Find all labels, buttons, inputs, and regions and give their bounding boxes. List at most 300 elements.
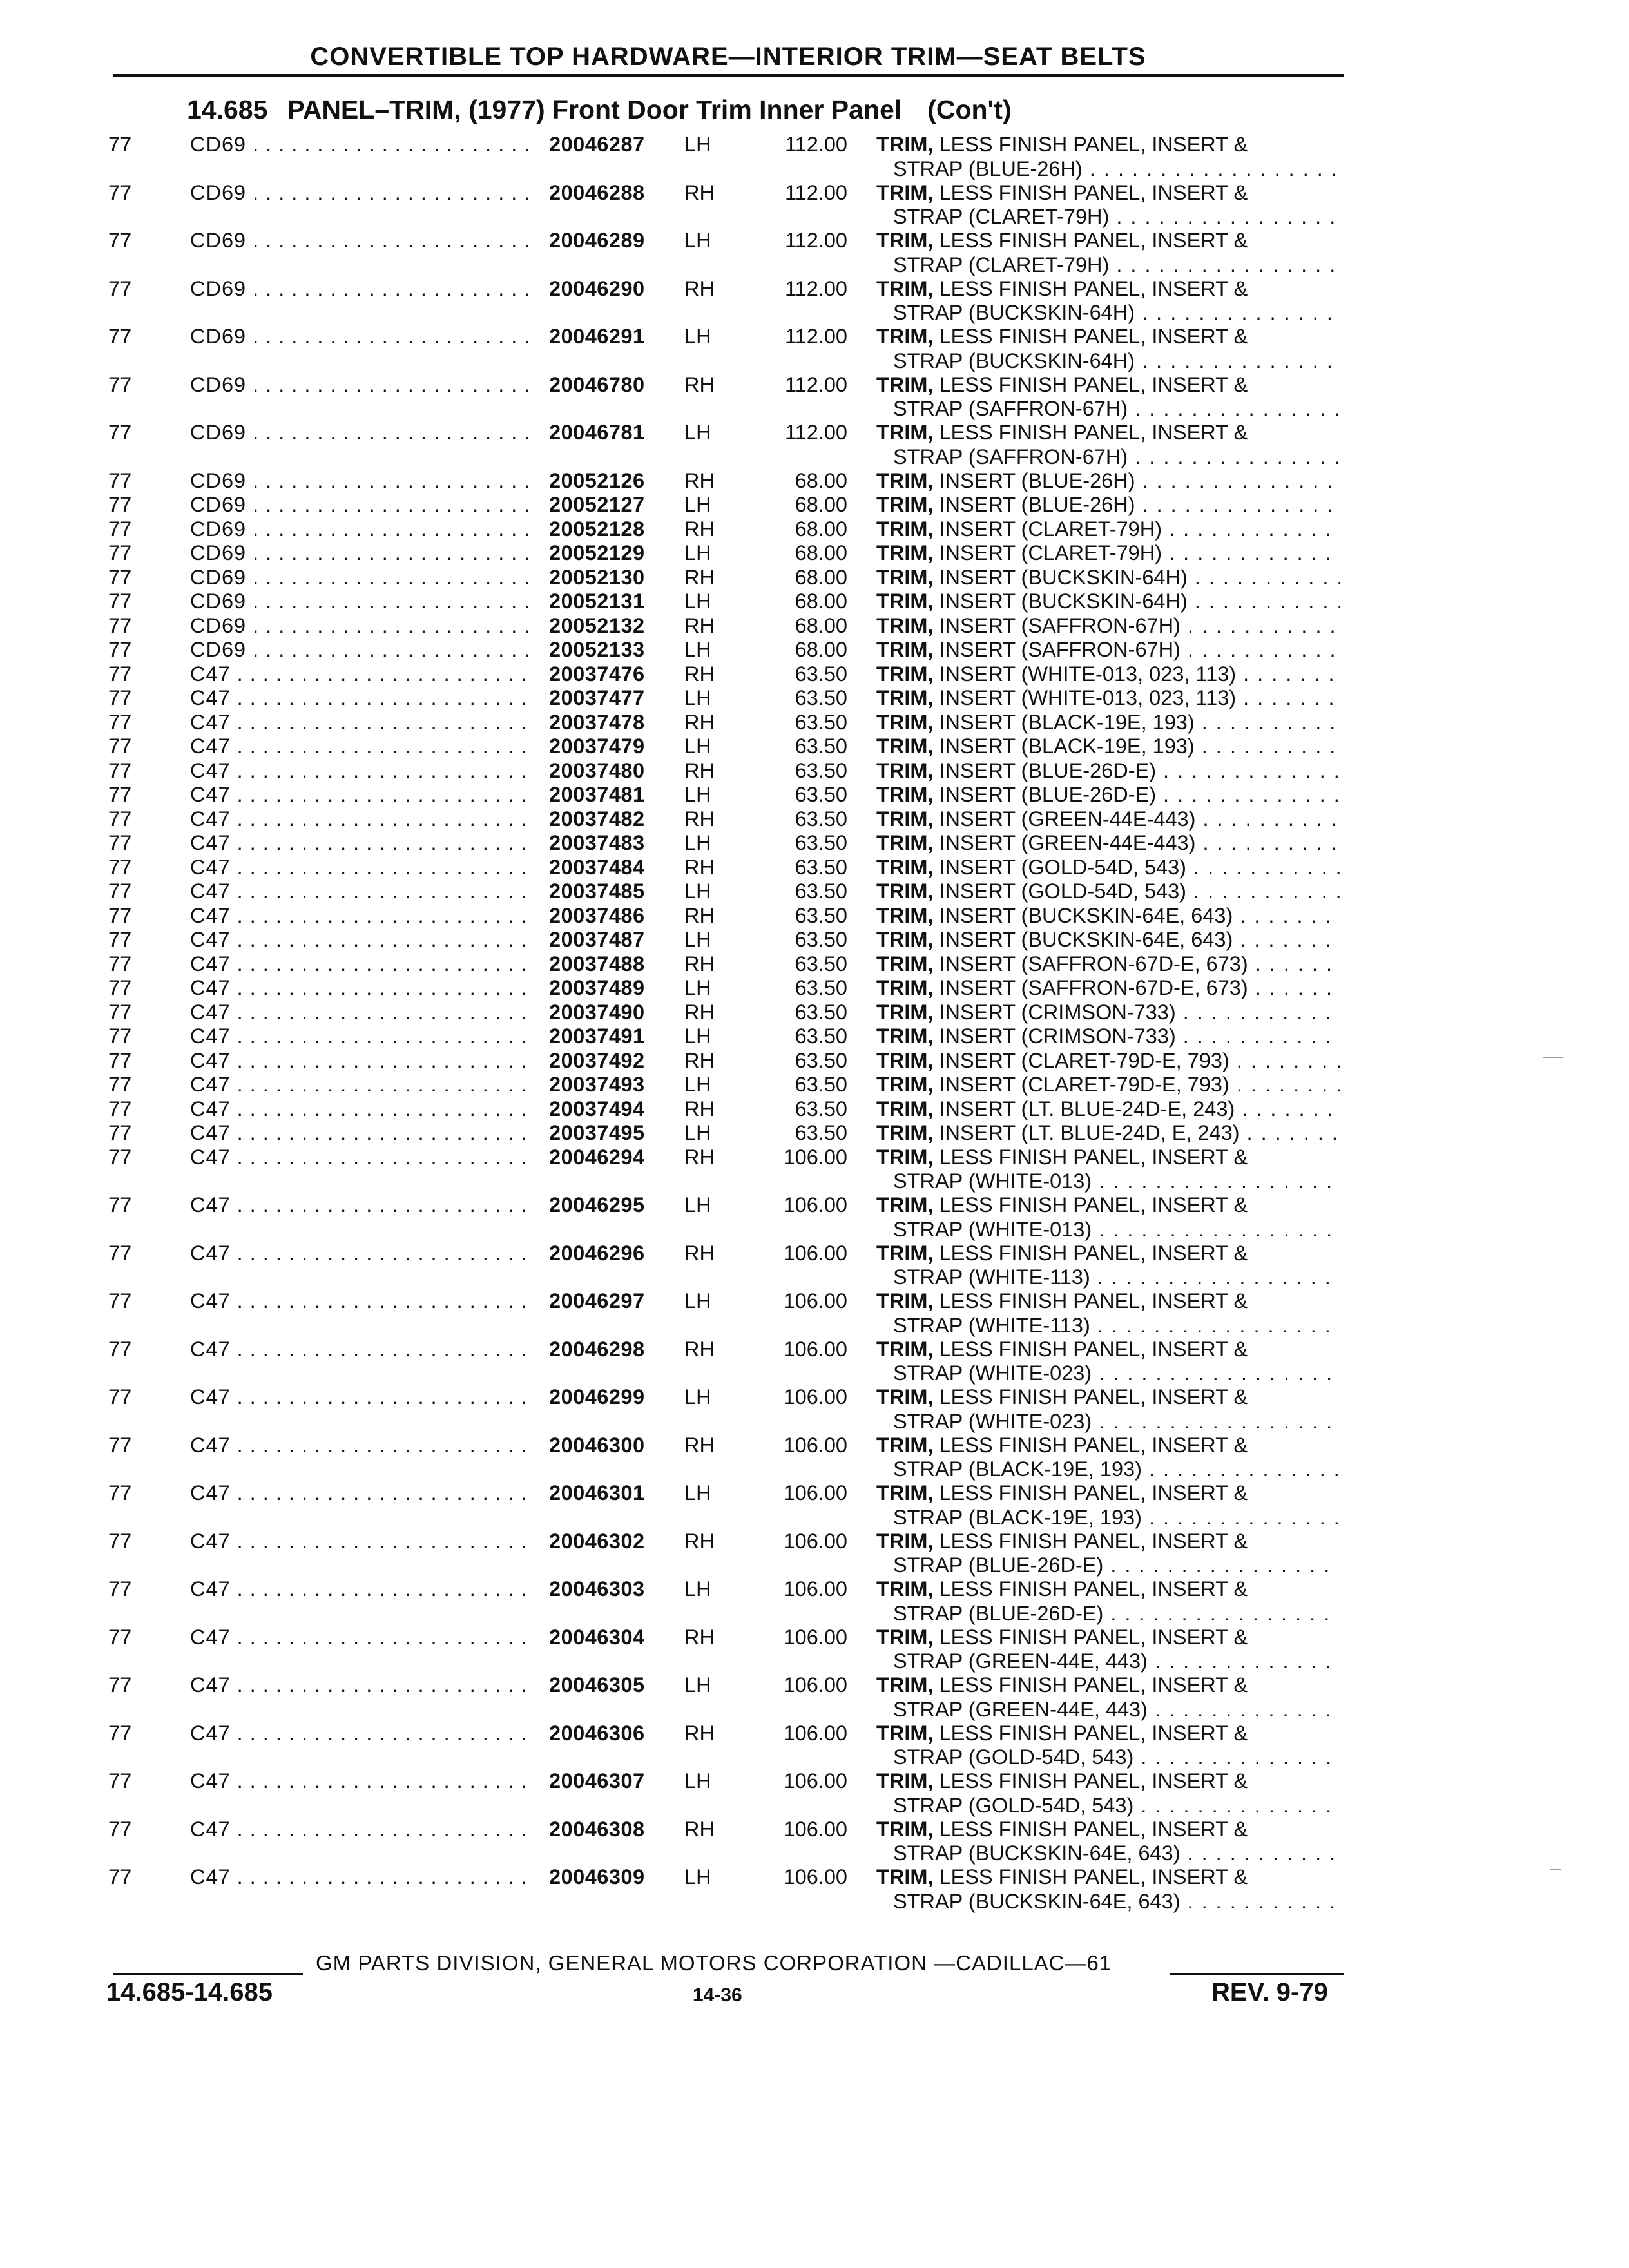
page-header: CONVERTIBLE TOP HARDWARE—INTERIOR TRIM—SEAT BELTS — [113, 43, 1344, 77]
description-line-1: INSERT (GOLD-54D, 543) — [939, 855, 1187, 879]
description — [876, 493, 1340, 517]
description-type: TRIM, — [876, 1625, 934, 1649]
description-line-1: LESS FINISH PANEL, INSERT & — [939, 1241, 1248, 1265]
body-style: C47 . . . — [190, 1193, 535, 1218]
description-line-2: STRAP (WHITE-023) . . . — [876, 1410, 1340, 1434]
description-type: TRIM, — [876, 1817, 934, 1841]
description — [876, 1577, 1340, 1626]
description-type: TRIM, — [876, 180, 934, 204]
body-style: C47 . . . — [190, 1530, 535, 1554]
price: 63.50 — [795, 928, 847, 951]
description-type: TRIM, — [876, 421, 934, 444]
price: 106.00 — [783, 1625, 847, 1649]
description — [876, 1097, 1340, 1122]
description-line-2: STRAP (BUCKSKIN-64H) . . . — [876, 301, 1340, 325]
description-line-1: LESS FINISH PANEL, INSERT & — [939, 1721, 1248, 1745]
model-year: 77 — [108, 1193, 132, 1216]
table-row — [0, 1242, 1629, 1290]
part-number: 20037480 — [549, 758, 645, 782]
footer-rule-right — [1170, 1973, 1344, 1975]
description — [876, 469, 1340, 494]
description-line-1: INSERT (BLACK-19E, 193) — [939, 710, 1195, 734]
part-number: 20052129 — [549, 541, 645, 564]
price: 63.50 — [795, 710, 847, 734]
side: LH — [684, 493, 711, 516]
description-line-1: LESS FINISH PANEL, INSERT & — [939, 372, 1248, 396]
body-style: C47 . . . — [190, 976, 535, 1001]
side: LH — [684, 590, 711, 613]
model-year: 77 — [108, 421, 132, 444]
description-type: TRIM, — [876, 541, 934, 564]
model-year: 77 — [108, 613, 132, 637]
model-year: 77 — [108, 1817, 132, 1841]
description-line-1: INSERT (BLUE-26D-E) — [939, 758, 1157, 782]
model-year: 77 — [108, 276, 132, 300]
model-year: 77 — [108, 565, 132, 589]
part-number: 20046780 — [549, 372, 645, 396]
table-row — [0, 541, 1629, 566]
table-row — [0, 928, 1629, 952]
description-line-2: STRAP (WHITE-113) . . . — [876, 1265, 1340, 1290]
description-type: TRIM, — [876, 229, 934, 252]
model-year: 77 — [108, 686, 132, 709]
description — [876, 325, 1340, 373]
description-type: TRIM, — [876, 952, 934, 975]
price: 106.00 — [783, 1721, 847, 1745]
body-style: C47 . . . — [190, 662, 535, 687]
model-year: 77 — [108, 855, 132, 879]
description-type: TRIM, — [876, 1145, 934, 1169]
model-year: 77 — [108, 1241, 132, 1265]
price: 106.00 — [783, 1337, 847, 1361]
description-line-1: INSERT (WHITE-013, 023, 113) — [939, 686, 1237, 709]
description — [876, 831, 1340, 856]
description-type: TRIM, — [876, 879, 934, 903]
description — [876, 952, 1340, 977]
description-type: TRIM, — [876, 686, 934, 709]
description-line-1: LESS FINISH PANEL, INSERT & — [939, 1673, 1248, 1696]
description — [876, 1818, 1340, 1866]
description-type: TRIM, — [876, 662, 934, 686]
body-style: CD69 . . . — [190, 181, 535, 206]
description-line-1: INSERT (CLARET-79D-E, 793) — [939, 1073, 1229, 1096]
body-style: C47 . . . — [190, 759, 535, 783]
price: 106.00 — [783, 1145, 847, 1169]
description-type: TRIM, — [876, 1073, 934, 1096]
description-line-2: STRAP (GREEN-44E, 443) . . . — [876, 1698, 1340, 1722]
body-style: C47 . . . — [190, 1049, 535, 1073]
description-type: TRIM, — [876, 565, 934, 589]
body-style: CD69 . . . — [190, 133, 535, 157]
model-year: 77 — [108, 541, 132, 564]
model-year: 77 — [108, 517, 132, 541]
description — [876, 1385, 1340, 1434]
side: LH — [684, 735, 711, 758]
description-type: TRIM, — [876, 1865, 934, 1888]
price: 63.50 — [795, 1097, 847, 1120]
body-style: C47 . . . — [190, 686, 535, 711]
description-type: TRIM, — [876, 276, 934, 300]
body-style: C47 . . . — [190, 831, 535, 856]
description-type: TRIM, — [876, 493, 934, 516]
price: 63.50 — [795, 1121, 847, 1144]
body-style: C47 . . . — [190, 783, 535, 807]
side: RH — [684, 565, 715, 589]
part-number: 20037485 — [549, 879, 645, 903]
side: RH — [684, 1817, 715, 1841]
description-line-1: INSERT (CLARET-79H) — [939, 517, 1162, 541]
side: RH — [684, 613, 715, 637]
description-line-2: STRAP (BUCKSKIN-64E, 643) . . . — [876, 1841, 1340, 1866]
description-line-1: INSERT (SAFFRON-67D-E, 673) — [939, 952, 1248, 975]
description — [876, 1024, 1340, 1049]
part-number: 20046300 — [549, 1433, 645, 1457]
model-year: 77 — [108, 662, 132, 686]
description-line-1: LESS FINISH PANEL, INSERT & — [939, 229, 1248, 252]
description-line-2: STRAP (BLACK-19E, 193) . . . — [876, 1506, 1340, 1530]
page-number: 14-36 — [693, 1984, 742, 2006]
body-style: C47 . . . — [190, 856, 535, 880]
side: LH — [684, 1193, 711, 1216]
table-row — [0, 856, 1629, 880]
description-line-2: STRAP (BLACK-19E, 193) . . . — [876, 1457, 1340, 1482]
margin-mark — [1550, 1869, 1561, 1870]
description-type: TRIM, — [876, 1121, 934, 1144]
description-line-1: INSERT (BLUE-26D-E) — [939, 783, 1157, 806]
table-row — [0, 517, 1629, 542]
side: RH — [684, 1097, 715, 1120]
description-type: TRIM, — [876, 783, 934, 806]
description — [876, 1769, 1340, 1818]
side: RH — [684, 758, 715, 782]
section-name: PANEL–TRIM, (1977) Front Door Trim Inner Panel — [287, 95, 902, 124]
description — [876, 638, 1340, 662]
side: RH — [684, 903, 715, 927]
description-line-1: LESS FINISH PANEL, INSERT & — [939, 1145, 1248, 1169]
table-row — [0, 735, 1629, 759]
model-year: 77 — [108, 1097, 132, 1120]
description-line-1: INSERT (LT. BLUE-24D, E, 243) — [939, 1121, 1240, 1144]
model-year: 77 — [108, 1000, 132, 1024]
body-style: CD69 . . . — [190, 325, 535, 349]
footer-division: GM PARTS DIVISION, GENERAL MOTORS CORPORATION —CADILLAC—61 — [316, 1951, 1112, 1975]
side: RH — [684, 855, 715, 879]
price: 112.00 — [785, 421, 847, 444]
table-row — [0, 469, 1629, 494]
description-line-1: INSERT (GREEN-44E-443) — [939, 807, 1196, 831]
description — [876, 517, 1340, 542]
model-year: 77 — [108, 133, 132, 156]
model-year: 77 — [108, 1121, 132, 1144]
part-number: 20037495 — [549, 1121, 645, 1144]
price: 106.00 — [783, 1481, 847, 1504]
description — [876, 566, 1340, 590]
model-year: 77 — [108, 783, 132, 806]
description — [876, 421, 1340, 469]
side: LH — [684, 831, 711, 854]
body-style: C47 . . . — [190, 1242, 535, 1266]
model-year: 77 — [108, 1337, 132, 1361]
model-year: 77 — [108, 1289, 132, 1312]
price: 106.00 — [783, 1241, 847, 1265]
description-line-1: INSERT (BUCKSKIN-64H) — [939, 590, 1188, 613]
description — [876, 1289, 1340, 1338]
description-type: TRIM, — [876, 590, 934, 613]
table-row — [0, 1121, 1629, 1146]
body-style: CD69 . . . — [190, 493, 535, 517]
table-row — [0, 1385, 1629, 1434]
description-line-1: INSERT (BUCKSKIN-64H) — [939, 565, 1188, 589]
table-row — [0, 783, 1629, 807]
description-line-1: INSERT (CRIMSON-733) — [939, 1000, 1176, 1024]
description — [876, 759, 1340, 783]
price: 106.00 — [783, 1529, 847, 1553]
description-type: TRIM, — [876, 1529, 934, 1553]
price: 63.50 — [795, 976, 847, 999]
table-row — [0, 1097, 1629, 1122]
table-row — [0, 1481, 1629, 1530]
body-style: CD69 . . . — [190, 638, 535, 662]
part-number: 20052131 — [549, 590, 645, 613]
part-number: 20046307 — [549, 1769, 645, 1792]
description — [876, 373, 1340, 421]
description-line-1: INSERT (BLUE-26H) — [939, 493, 1135, 516]
description-line-2: STRAP (WHITE-113) . . . — [876, 1314, 1340, 1338]
description — [876, 1001, 1340, 1025]
body-style: C47 . . . — [190, 1577, 535, 1602]
description-type: TRIM, — [876, 928, 934, 951]
description-line-1: LESS FINISH PANEL, INSERT & — [939, 1433, 1248, 1457]
description-type: TRIM, — [876, 517, 934, 541]
description-line-1: INSERT (BLACK-19E, 193) — [939, 735, 1195, 758]
description-line-2: STRAP (BLUE-26D-E) . . . — [876, 1553, 1340, 1578]
price: 112.00 — [785, 372, 847, 396]
price: 106.00 — [783, 1193, 847, 1216]
body-style: C47 . . . — [190, 1024, 535, 1049]
description-type: TRIM, — [876, 468, 934, 492]
table-row — [0, 1818, 1629, 1866]
description-line-1: INSERT (SAFFRON-67D-E, 673) — [939, 976, 1248, 999]
table-row — [0, 952, 1629, 977]
body-style: CD69 . . . — [190, 590, 535, 614]
side: RH — [684, 1241, 715, 1265]
model-year: 77 — [108, 1385, 132, 1408]
description — [876, 807, 1340, 832]
part-number: 20052128 — [549, 517, 645, 541]
side: RH — [684, 1145, 715, 1169]
description — [876, 686, 1340, 711]
table-row — [0, 566, 1629, 590]
description-line-2: STRAP (SAFFRON-67H) . . . — [876, 397, 1340, 421]
body-style: CD69 . . . — [190, 541, 535, 566]
section-number: 14.685 — [187, 95, 268, 124]
description — [876, 541, 1340, 566]
description — [876, 1481, 1340, 1530]
body-style: CD69 . . . — [190, 469, 535, 494]
side: RH — [684, 372, 715, 396]
model-year: 77 — [108, 1769, 132, 1792]
model-year: 77 — [108, 831, 132, 854]
part-number: 20037476 — [549, 662, 645, 686]
description-line-1: LESS FINISH PANEL, INSERT & — [939, 1193, 1248, 1216]
section-title — [187, 95, 1012, 125]
part-number: 20046291 — [549, 325, 645, 348]
body-style: C47 . . . — [190, 1097, 535, 1122]
model-year: 77 — [108, 735, 132, 758]
description-type: TRIM, — [876, 758, 934, 782]
description-type: TRIM, — [876, 1769, 934, 1792]
description-type: TRIM, — [876, 903, 934, 927]
model-year: 77 — [108, 807, 132, 831]
description-type: TRIM, — [876, 613, 934, 637]
description — [876, 783, 1340, 807]
price: 112.00 — [785, 325, 847, 348]
price: 106.00 — [783, 1577, 847, 1600]
description-line-1: LESS FINISH PANEL, INSERT & — [939, 1625, 1248, 1649]
price: 68.00 — [795, 493, 847, 516]
description — [876, 229, 1340, 277]
part-number: 20046298 — [549, 1337, 645, 1361]
table-row — [0, 590, 1629, 614]
part-number: 20052126 — [549, 468, 645, 492]
model-year: 77 — [108, 229, 132, 252]
part-number: 20037484 — [549, 855, 645, 879]
part-number: 20046781 — [549, 421, 645, 444]
price: 112.00 — [785, 133, 847, 156]
description — [876, 1049, 1340, 1073]
price: 63.50 — [795, 952, 847, 975]
body-style: C47 . . . — [190, 879, 535, 904]
table-row — [0, 807, 1629, 832]
side: LH — [684, 229, 711, 252]
description — [876, 1673, 1340, 1722]
part-number: 20046288 — [549, 180, 645, 204]
part-number: 20046295 — [549, 1193, 645, 1216]
side: LH — [684, 783, 711, 806]
price: 63.50 — [795, 1024, 847, 1048]
table-row — [0, 976, 1629, 1001]
description-type: TRIM, — [876, 372, 934, 396]
price: 63.50 — [795, 855, 847, 879]
price: 68.00 — [795, 613, 847, 637]
body-style: CD69 . . . — [190, 277, 535, 302]
description-type: TRIM, — [876, 1024, 934, 1048]
body-style: C47 . . . — [190, 952, 535, 977]
body-style: C47 . . . — [190, 1073, 535, 1097]
description — [876, 1242, 1340, 1290]
part-number: 20052127 — [549, 493, 645, 516]
description-line-2: STRAP (GOLD-54D, 543) . . . — [876, 1794, 1340, 1818]
price: 68.00 — [795, 517, 847, 541]
model-year: 77 — [108, 1481, 132, 1504]
price: 63.50 — [795, 783, 847, 806]
model-year: 77 — [108, 372, 132, 396]
description-type: TRIM, — [876, 710, 934, 734]
table-row — [0, 638, 1629, 662]
side: RH — [684, 180, 715, 204]
price: 63.50 — [795, 686, 847, 709]
description-line-1: LESS FINISH PANEL, INSERT & — [939, 1865, 1248, 1888]
part-number: 20037479 — [549, 735, 645, 758]
table-row — [0, 1193, 1629, 1242]
part-number: 20046294 — [549, 1145, 645, 1169]
side: LH — [684, 1769, 711, 1792]
revision-label: REV. 9-79 — [1211, 1978, 1328, 2006]
body-style: C47 . . . — [190, 904, 535, 928]
part-number: 20037489 — [549, 976, 645, 999]
table-row — [0, 1530, 1629, 1578]
part-number: 20046299 — [549, 1385, 645, 1408]
body-style: CD69 . . . — [190, 229, 535, 253]
description-type: TRIM, — [876, 325, 934, 348]
model-year: 77 — [108, 1673, 132, 1696]
table-row — [0, 614, 1629, 639]
price: 63.50 — [795, 1000, 847, 1024]
body-style: C47 . . . — [190, 1722, 535, 1746]
table-row — [0, 277, 1629, 325]
description-line-1: LESS FINISH PANEL, INSERT & — [939, 421, 1248, 444]
model-year: 77 — [108, 1073, 132, 1096]
price: 106.00 — [783, 1817, 847, 1841]
table-row — [0, 662, 1629, 687]
description — [876, 662, 1340, 687]
model-year: 77 — [108, 1145, 132, 1169]
description — [876, 1434, 1340, 1482]
description-type: TRIM, — [876, 1433, 934, 1457]
description — [876, 879, 1340, 904]
model-year: 77 — [108, 710, 132, 734]
part-number: 20046303 — [549, 1577, 645, 1600]
side: LH — [684, 1481, 711, 1504]
description-line-1: INSERT (BUCKSKIN-64E, 643) — [939, 928, 1233, 951]
body-style: CD69 . . . — [190, 614, 535, 639]
body-style: C47 . . . — [190, 1338, 535, 1362]
side: RH — [684, 1721, 715, 1745]
description-line-1: INSERT (LT. BLUE-24D-E, 243) — [939, 1097, 1235, 1120]
side: RH — [684, 1337, 715, 1361]
description — [876, 277, 1340, 325]
table-row — [0, 181, 1629, 229]
description-type: TRIM, — [876, 1241, 934, 1265]
price: 63.50 — [795, 758, 847, 782]
side: RH — [684, 517, 715, 541]
side: LH — [684, 1289, 711, 1312]
price: 63.50 — [795, 831, 847, 854]
part-number: 20037477 — [549, 686, 645, 709]
price: 112.00 — [785, 180, 847, 204]
description-type: TRIM, — [876, 1097, 934, 1120]
side: LH — [684, 686, 711, 709]
model-year: 77 — [108, 468, 132, 492]
model-year: 77 — [108, 928, 132, 951]
description-type: TRIM, — [876, 1673, 934, 1696]
part-number: 20046302 — [549, 1529, 645, 1553]
side: LH — [684, 879, 711, 903]
table-row — [0, 1049, 1629, 1073]
price: 68.00 — [795, 565, 847, 589]
description-line-1: LESS FINISH PANEL, INSERT & — [939, 325, 1248, 348]
description-line-2: STRAP (BLUE-26H) . . . — [876, 157, 1340, 182]
model-year: 77 — [108, 1625, 132, 1649]
table-row — [0, 493, 1629, 517]
description-line-2: STRAP (BLUE-26D-E) . . . — [876, 1602, 1340, 1626]
side: RH — [684, 952, 715, 975]
description — [876, 976, 1340, 1001]
description-line-2: STRAP (GOLD-54D, 543) . . . — [876, 1745, 1340, 1770]
description-line-1: INSERT (CRIMSON-733) — [939, 1024, 1176, 1048]
price: 106.00 — [783, 1769, 847, 1792]
part-number: 20037486 — [549, 903, 645, 927]
